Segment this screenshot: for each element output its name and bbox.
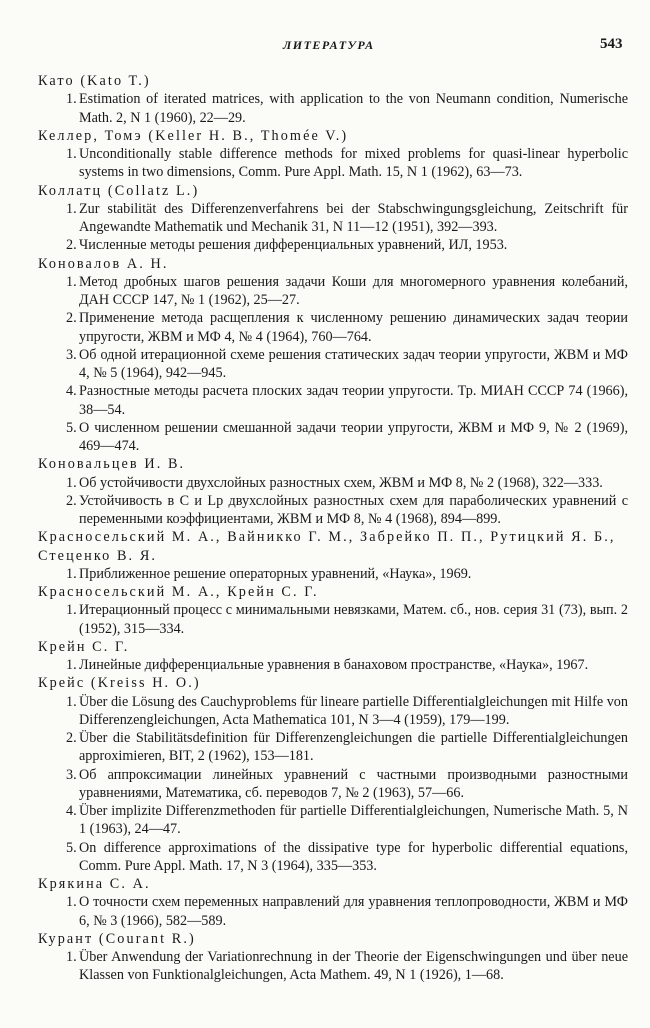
author-heading: Като (Kato T.) <box>38 73 151 89</box>
entry-text: Численные методы решения дифференциальных уравнений, ИЛ, 1953. <box>79 237 508 254</box>
reference-entry <box>38 474 628 492</box>
entry-number: 2. <box>66 237 77 254</box>
entry-number: 3. <box>66 346 77 363</box>
reference-entry <box>38 802 628 839</box>
entry-text: Метод дробных шагов решения задачи Коши для многомерного уравнения колебаний, ДАН СССР 147, № 1 (1962), 25—27. <box>79 273 628 308</box>
author-heading: Крейн С. Г. <box>38 638 130 655</box>
author-heading: Крейс (Kreiss H. O.) <box>38 675 201 692</box>
entry-text: Über die Lösung des Cauchyproblems für lineare partielle Differentialgleichungen mit Hilfe von Differenzengleichungen, Acta Mathematica 101, N 3—4 (1959), 179—199. <box>79 693 628 728</box>
entry-number: 1. <box>66 146 77 162</box>
reference-entry <box>38 309 628 346</box>
reference-entry <box>38 693 628 730</box>
reference-entry <box>38 766 628 803</box>
entry-number: 1. <box>66 949 77 965</box>
entry-text: Estimation of iterated matrices, with application to the von Neumann condition, Numerische Math. 2, N 1 (1960), 22—29. <box>79 91 628 126</box>
running-title: ЛИТЕРАТУРА <box>283 38 375 52</box>
entry-text: Über Anwendung der Variationrechnung in der Theorie der Eigenschwingungen und über neue Klassen von Funktionalgleichungen, Acta Mathem. 49, N 1 (1926), 1—68. <box>79 949 628 984</box>
author-heading: Крякина С. А. <box>38 876 151 892</box>
author-heading: Коновалов А. Н. <box>38 255 169 272</box>
entry-number: 1. <box>66 91 77 108</box>
reference-entry <box>38 200 628 237</box>
author-heading: Коллатц (Collatz L.) <box>38 182 200 199</box>
reference-entry <box>38 601 628 638</box>
entry-number: 1. <box>66 657 77 673</box>
entry-text: Разностные методы расчета плоских задач теории упругости. Тр. МИАН СССР 74 (1966), 38—54. <box>79 383 628 418</box>
reference-entry <box>38 236 628 254</box>
reference-entry <box>38 565 628 583</box>
reference-entry <box>38 948 628 985</box>
entry-number: 1. <box>66 565 77 582</box>
reference-entry <box>38 729 628 766</box>
author-heading: Коновальцев И. В. <box>38 456 186 473</box>
entry-number: 1. <box>66 602 77 619</box>
reference-entry <box>38 145 628 182</box>
author-heading: Красносельский М. А., Крейн С. Г. <box>38 584 319 600</box>
entry-text: Применение метода расщепления к численному решению динамических задач теории упругости, ЖВМ и МФ 4, № 4 (1964), 760—764. <box>79 310 628 345</box>
entry-number: 1. <box>66 693 77 710</box>
entry-number: 5. <box>66 839 77 856</box>
reference-entry <box>38 419 628 456</box>
entry-number: 2. <box>66 310 77 327</box>
bibliography <box>38 72 628 985</box>
entry-text: О численном решении смешанной задачи теории упругости, ЖВМ и МФ 9, № 2 (1969), 469—474. <box>79 419 628 454</box>
entry-text: Приближенное решение операторных уравнений, «Наука», 1969. <box>79 565 472 582</box>
entry-text: Zur stabilität des Differenzenverfahrens bei der Stabschwingungsgleichung, Zeitschrift für Angewandte Mathematik und Mechanik 31, N 11—12 (1951), 392—393. <box>79 200 628 235</box>
page-number: 543 <box>600 36 623 52</box>
entry-text: On difference approximations of the dissipative type for hyperbolic differential equations, Comm. Pure Appl. Math. 17, N 3 (1964), 335—353. <box>79 839 628 874</box>
entry-text: Über implizite Differenzmethoden für partielle Differentialgleichungen, Numerische Math. 5, N 1 (1963), 24—47. <box>79 803 628 838</box>
entry-number: 1. <box>66 474 77 491</box>
entry-text: Unconditionally stable difference methods for mixed problems for quasi-linear hyperbolic systems in two dimensions, Comm. Pure Appl. Math. 15, N 1 (1962), 63—73. <box>79 146 628 181</box>
entry-text: Итерационный процесс с минимальными невязками, Матем. сб., нов. серия 31 (73), вып. 2 (1952), 315—334. <box>79 602 628 637</box>
entry-number: 1. <box>66 894 77 911</box>
reference-entry <box>38 382 628 419</box>
entry-text: О точности схем переменных направлений для уравнения теплопроводности, ЖВМ и МФ 6, № 3 (1966), 582—589. <box>79 894 628 929</box>
entry-text: Об устойчивости двухслойных разностных схем, ЖВМ и МФ 8, № 2 (1968), 322—333. <box>79 474 603 491</box>
author-heading: Красносельский М. А., Вайникко Г. М., Забрейко П. П., Рутицкий Я. Б., Стеценко В. Я. <box>38 529 616 564</box>
reference-entry <box>38 273 628 310</box>
entry-number: 1. <box>66 273 77 290</box>
entry-number: 2. <box>66 492 77 509</box>
entry-number: 4. <box>66 803 77 819</box>
reference-entry <box>38 90 628 127</box>
entry-number: 3. <box>66 766 77 783</box>
entry-text: Об одной итерационной схеме решения статических задач теории упругости, ЖВМ и МФ 4, № 5 (1964), 942—945. <box>79 346 628 381</box>
entry-number: 5. <box>66 419 77 436</box>
reference-entry <box>38 492 628 529</box>
page-header <box>0 36 650 60</box>
entry-number: 1. <box>66 200 77 217</box>
reference-entry <box>38 893 628 930</box>
reference-entry <box>38 346 628 383</box>
entry-text: Über die Stabilitätsdefinition für Differenzengleichungen die partielle Differentialgleichungen approximieren, BIT, 2 (1962), 153—181. <box>79 730 628 765</box>
entry-number: 4. <box>66 383 77 400</box>
reference-entry <box>38 839 628 876</box>
reference-entry <box>38 656 628 674</box>
author-heading: Курант (Courant R.) <box>38 930 196 947</box>
author-heading: Келлер, Томэ (Keller H. B., Thomée V.) <box>38 127 349 144</box>
entry-number: 2. <box>66 730 77 746</box>
entry-text: Устойчивость в C и Lp двухслойных разностных схем для параболических уравнений с переменными коэффициентами, ЖВМ и МФ 8, № 4 (1968), 894—899. <box>79 492 628 527</box>
entry-text: Об аппроксимации линейных уравнений с частными производными разностными уравнениями, Математика, сб. переводов 7, № 2 (1963), 57—66. <box>79 766 628 801</box>
entry-text: Линейные дифференциальные уравнения в банаховом пространстве, «Наука», 1967. <box>79 657 589 673</box>
